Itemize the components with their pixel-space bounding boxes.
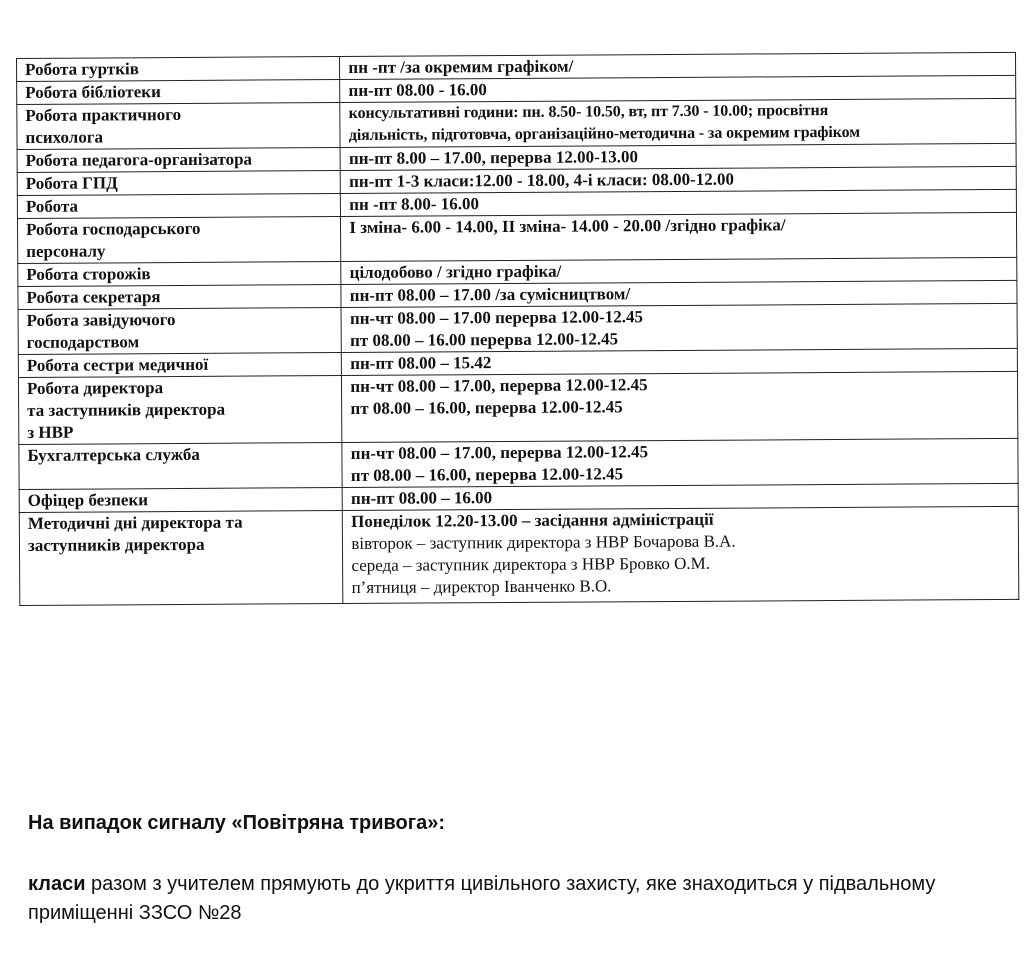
methodical-days-cell	[343, 506, 1019, 603]
methodical-days-line: вівторок – заступник директора з НВР Бочарова В.А.	[351, 531, 736, 553]
row-value: І зміна- 6.00 - 14.00, ІІ зміна- 14.00 - 20.00 /згідно графіка/	[341, 212, 1017, 261]
row-label: Бухгалтерська служба	[19, 443, 343, 490]
row-label: Робота ГПД	[17, 171, 340, 196]
row-value: пн-пт 08.00 – 15.42	[342, 348, 1018, 375]
row-label: Робота	[17, 194, 340, 219]
row-label: Робота сестри медичної	[18, 353, 341, 378]
row-value: цілодобово / згідно графіка/	[341, 257, 1017, 284]
methodical-days-bold-line: Понеділок 12.20-13.00 – засідання адміністрації	[351, 509, 714, 531]
methodical-days-line: середа – заступник директора з НВР Бровко О.М.	[351, 553, 711, 575]
row-value: пн -пт /за окремим графіком/	[340, 52, 1016, 79]
alarm-text: разом з учителем прямують до укриття цивільного захисту, яке знаходиться у підвальному приміщенні ЗЗСО №28	[28, 873, 936, 924]
row-value: пн-пт 1-3 класи:12.00 - 18.00, 4-і класи: 08.00-12.00	[341, 166, 1017, 193]
row-value: пн-пт 8.00 – 17.00, перерва 12.00-13.00	[340, 143, 1016, 170]
row-value: пн-пт 08.00 – 17.00 /за сумісництвом/	[341, 280, 1017, 307]
row-label: Робота практичного психолога	[17, 103, 341, 150]
row-label: Робота директора та заступників директора з НВР	[18, 376, 342, 445]
table-row	[19, 506, 1019, 605]
table-row	[18, 371, 1017, 444]
schedule-table-body	[17, 52, 1019, 605]
row-label: Робота педагога-організатора	[17, 148, 340, 173]
alarm-lead: класи	[28, 873, 86, 895]
row-value: пн-чт 08.00 – 17.00, перерва 12.00-12.45 пт 08.00 – 16.00, перерва 12.00-12.45	[342, 438, 1018, 487]
row-label: Робота сторожів	[18, 262, 341, 287]
table-row	[18, 303, 1017, 354]
row-label: Робота завідуючого господарством	[18, 308, 342, 355]
row-label: Методичні дні директора та заступників директора	[19, 511, 343, 606]
row-value: пн-пт 08.00 – 16.00	[342, 483, 1018, 510]
table-row	[17, 98, 1016, 149]
row-value: пн-пт 08.00 - 16.00	[340, 75, 1016, 102]
row-value: консультативні години: пн. 8.50- 10.50, вт, пт 7.30 - 10.00; просвітня діяльність, підготовча, організаційно-методична - за окремим графіком	[340, 98, 1016, 147]
row-value: пн -пт 8.00- 16.00	[341, 189, 1017, 216]
row-value: пн-чт 08.00 – 17.00, перерва 12.00-12.45 пт 08.00 – 16.00, перерва 12.00-12.45	[342, 371, 1018, 442]
alarm-heading: На випадок сигналу «Повітряна тривога»:	[28, 812, 446, 834]
row-label: Робота господарського персоналу	[17, 217, 341, 264]
table-row	[17, 212, 1016, 263]
schedule-table	[16, 52, 1019, 606]
row-label: Робота гуртків	[17, 57, 340, 82]
row-value: пн-чт 08.00 – 17.00 перерва 12.00-12.45 пт 08.00 – 16.00 перерва 12.00-12.45	[341, 303, 1017, 352]
row-label: Робота бібліотеки	[17, 80, 340, 105]
row-label: Робота секретаря	[18, 285, 341, 310]
alarm-paragraph	[28, 870, 988, 928]
methodical-days-line: п’ятниця – директор Іванченко В.О.	[351, 576, 612, 597]
row-label: Офіцер безпеки	[19, 488, 342, 513]
table-row	[19, 438, 1018, 489]
